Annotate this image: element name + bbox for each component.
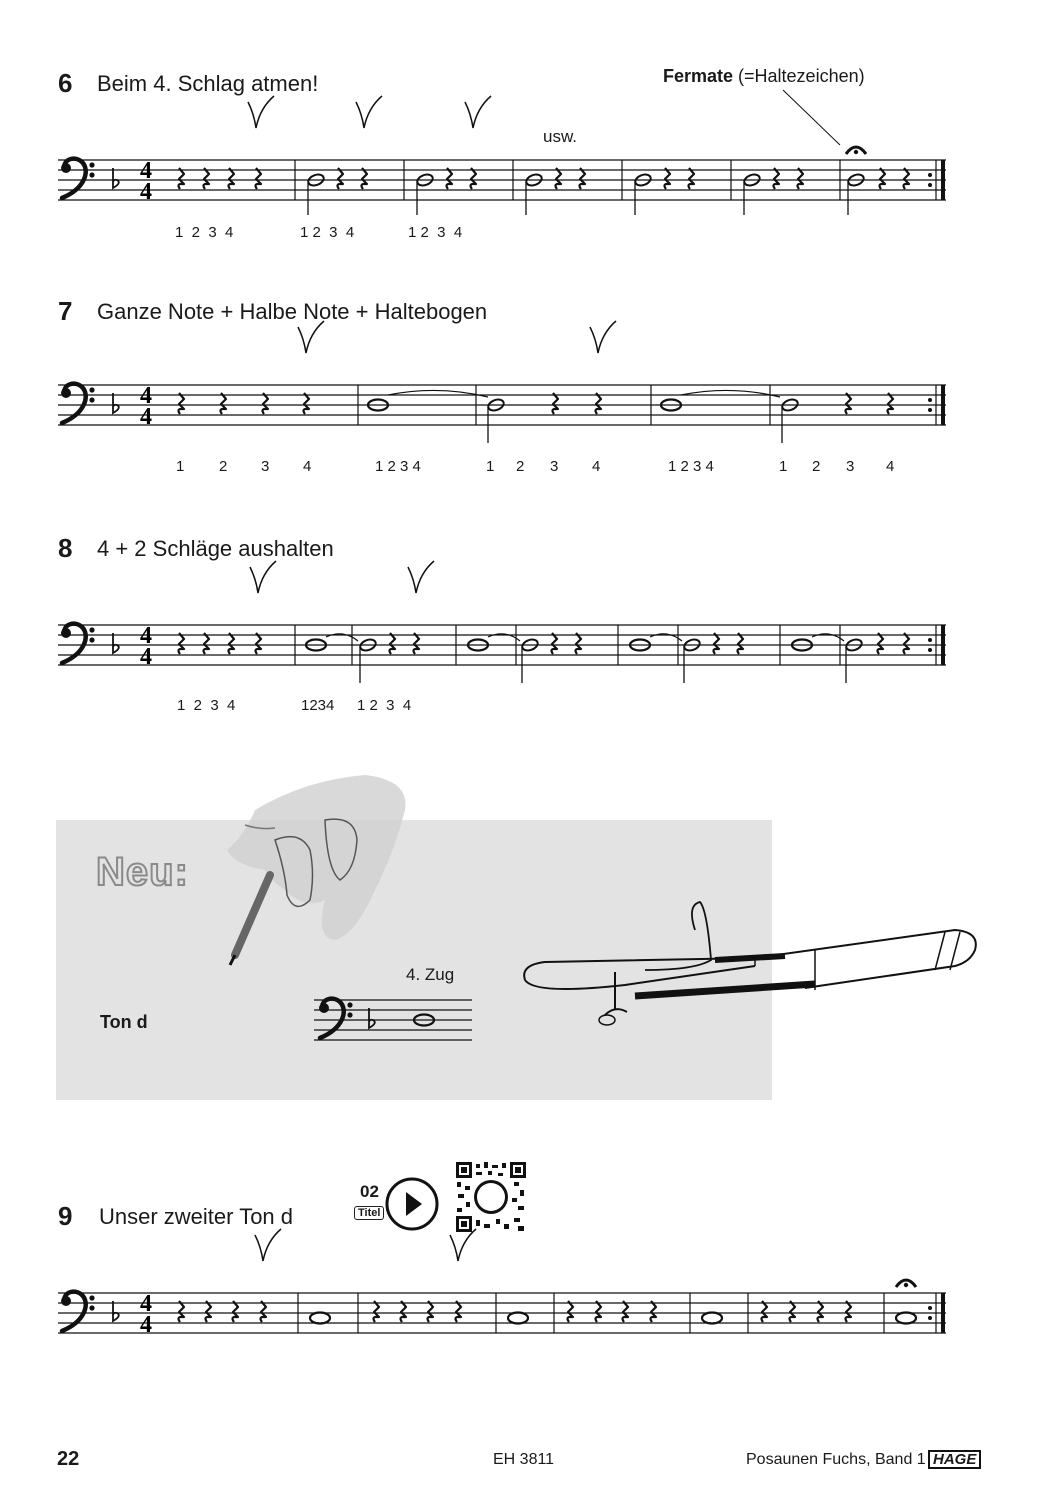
count: 2 [516, 458, 525, 475]
count: 3 [261, 458, 270, 475]
qr-code-icon[interactable] [456, 1162, 526, 1237]
trombone-illustration [515, 900, 985, 1035]
counts-exercise-6-m3: 1 2 3 4 [408, 224, 463, 241]
count: 2 [812, 458, 821, 475]
counts-exercise-8-m3: 1 2 3 4 [357, 697, 412, 714]
hand-holding-pencil-illustration [215, 770, 415, 975]
breath-mark-icon [248, 96, 274, 128]
count: 1 [486, 458, 495, 475]
book-title: Posaunen Fuchs, Band 1 [746, 1451, 926, 1468]
exercise-6-title: Beim 4. Schlag atmen! [97, 71, 319, 96]
count: 1 [176, 458, 185, 475]
fermata-icon [846, 147, 866, 154]
counts-exercise-6-m1: 1 2 3 4 [175, 224, 234, 241]
exercise-6-number: 6 [58, 68, 73, 98]
slide-position-label: 4. Zug [406, 965, 455, 984]
staff-exercise-9 [58, 1233, 958, 1353]
counts-exercise-7 [0, 458, 1060, 478]
fermata-label: Fermate [663, 66, 734, 86]
audio-track-badge[interactable] [354, 1176, 444, 1236]
publisher-logo: HAGE [928, 1450, 981, 1469]
fermata-annotation [663, 66, 865, 87]
staff-exercise-8 [58, 565, 958, 685]
counts-exercise-6-m2: 1 2 3 4 [300, 224, 355, 241]
new-label: Neu: [96, 850, 189, 894]
counts-exercise-8-m1: 1 2 3 4 [177, 697, 236, 714]
tone-label: Ton d [100, 1012, 148, 1032]
count: 4 [592, 458, 601, 475]
edition-code: EH 3811 [493, 1451, 555, 1468]
staff-exercise-7 [58, 325, 958, 445]
usw-label: usw. [543, 127, 578, 146]
exercise-8-number: 8 [58, 533, 73, 563]
exercise-9-number: 9 [58, 1201, 73, 1231]
play-icon[interactable] [384, 1176, 440, 1232]
flat-icon [113, 168, 119, 188]
count: 1 [779, 458, 788, 475]
count: 2 [219, 458, 228, 475]
exercise-7-number: 7 [58, 296, 73, 326]
count: 4 [303, 458, 312, 475]
count: 1 2 3 4 [375, 458, 421, 475]
audio-track-label: Titel [354, 1206, 384, 1220]
exercise-7-title: Ganze Note + Halbe Note + Haltebogen [97, 299, 488, 324]
staff-exercise-6 [58, 100, 958, 220]
count: 3 [550, 458, 559, 475]
count: 1 2 3 4 [668, 458, 714, 475]
count: 4 [886, 458, 895, 475]
exercise-8-title: 4 + 2 Schläge aushalten [97, 536, 334, 561]
count: 3 [846, 458, 855, 475]
tone-staff [314, 960, 484, 1065]
audio-track-number: 02 [360, 1182, 379, 1201]
fermata-hint: (=Haltezeichen) [733, 66, 865, 86]
time-signature [140, 158, 152, 205]
exercise-9-title: Unser zweiter Ton d [99, 1204, 294, 1229]
bass-clef-icon [61, 159, 95, 198]
counts-exercise-8-m2: 1234 [301, 697, 335, 714]
page-number: 22 [57, 1448, 80, 1470]
